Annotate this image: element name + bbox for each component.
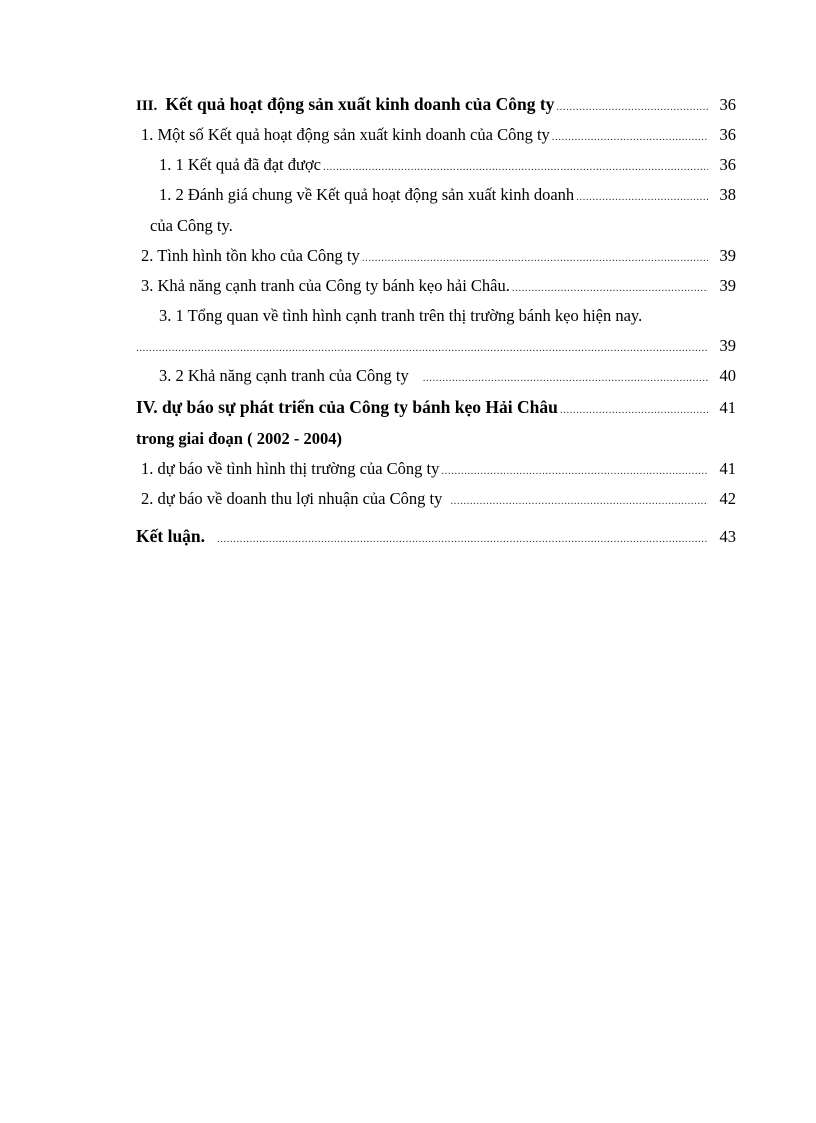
dot-leader bbox=[512, 282, 708, 294]
page-number: 42 bbox=[719, 489, 736, 508]
page-number: 36 bbox=[719, 155, 736, 174]
toc-entry-3-1[interactable] bbox=[159, 306, 642, 326]
dot-leader bbox=[556, 101, 708, 113]
dot-leader bbox=[576, 191, 708, 203]
toc-entry-label bbox=[136, 94, 554, 115]
dot-leader bbox=[136, 342, 708, 354]
dot-leader bbox=[552, 131, 708, 143]
toc-entry-continuation: của Công ty. bbox=[150, 216, 233, 235]
dot-leader bbox=[450, 495, 708, 507]
toc-entry-3-2[interactable] bbox=[159, 366, 736, 390]
dot-leader bbox=[560, 404, 708, 416]
section-title: Kết quả hoạt động sản xuất kinh doanh của Công ty bbox=[165, 94, 555, 114]
page-number: 36 bbox=[719, 95, 736, 114]
page-number: 43 bbox=[719, 527, 736, 546]
toc-entry-period: . bbox=[638, 306, 643, 325]
toc-entry-section-iv[interactable] bbox=[136, 397, 736, 421]
toc-entry-label: 1. 2 Đánh giá chung về Kết quả hoạt động sản xuất kinh doanh bbox=[159, 185, 575, 204]
toc-entry-label: 2. Tình hình tồn kho của Công ty bbox=[141, 246, 360, 265]
toc-entry-3-1-leader-line bbox=[136, 336, 736, 360]
toc-entry-iv-1[interactable] bbox=[141, 459, 736, 483]
toc-entry-section-iii[interactable] bbox=[136, 94, 736, 118]
toc-entry-iv-2[interactable] bbox=[141, 489, 736, 513]
dot-leader bbox=[441, 465, 708, 477]
page-number: 41 bbox=[719, 459, 736, 478]
toc-entry-label: 3. Khả năng cạnh tranh của Công ty bánh kẹo hải Châu. bbox=[141, 276, 510, 295]
toc-entry-1[interactable] bbox=[141, 125, 736, 149]
page-number: 39 bbox=[719, 246, 736, 265]
section-title: Kết luận. bbox=[136, 526, 206, 546]
dot-leader bbox=[323, 161, 708, 173]
dot-leader bbox=[362, 252, 708, 264]
toc-entry-3[interactable] bbox=[141, 276, 736, 300]
page-number: 39 bbox=[719, 336, 736, 355]
toc-entry-label: 1. 1 Kết quả đã đạt được bbox=[159, 155, 321, 174]
toc-entry-continuation: trong giai đoạn ( 2002 - 2004) bbox=[136, 429, 342, 448]
page-number: 38 bbox=[719, 185, 736, 204]
page-number: 40 bbox=[719, 366, 736, 385]
toc-entry-label: 2. dự báo về doanh thu lợi nhuận của Công ty bbox=[141, 489, 443, 508]
dot-leader bbox=[217, 533, 708, 545]
toc-entry-1-1[interactable] bbox=[159, 155, 736, 179]
section-numeral: III. bbox=[136, 98, 158, 114]
toc-entry-1-2[interactable] bbox=[159, 185, 736, 209]
dot-leader bbox=[423, 372, 708, 384]
toc-entry-label: 3. 2 Khả năng cạnh tranh của Công ty bbox=[159, 366, 409, 385]
toc-entry-conclusion[interactable] bbox=[136, 526, 736, 550]
page-number: 36 bbox=[719, 125, 736, 144]
section-title: IV. dự báo sự phát triển của Công ty bánh kẹo Hải Châu bbox=[136, 397, 558, 417]
toc-entry-label: 1. dự báo về tình hình thị trường của Công ty bbox=[141, 459, 440, 478]
page-number: 39 bbox=[719, 276, 736, 295]
page-number: 41 bbox=[719, 398, 736, 417]
toc-entry-2[interactable] bbox=[141, 246, 736, 270]
toc-entry-label: 1. Một số Kết quả hoạt động sản xuất kinh doanh của Công ty bbox=[141, 125, 550, 144]
toc-entry-label: 3. 1 Tổng quan về tình hình cạnh tranh trên thị trường bánh kẹo hiện nay bbox=[159, 306, 639, 325]
